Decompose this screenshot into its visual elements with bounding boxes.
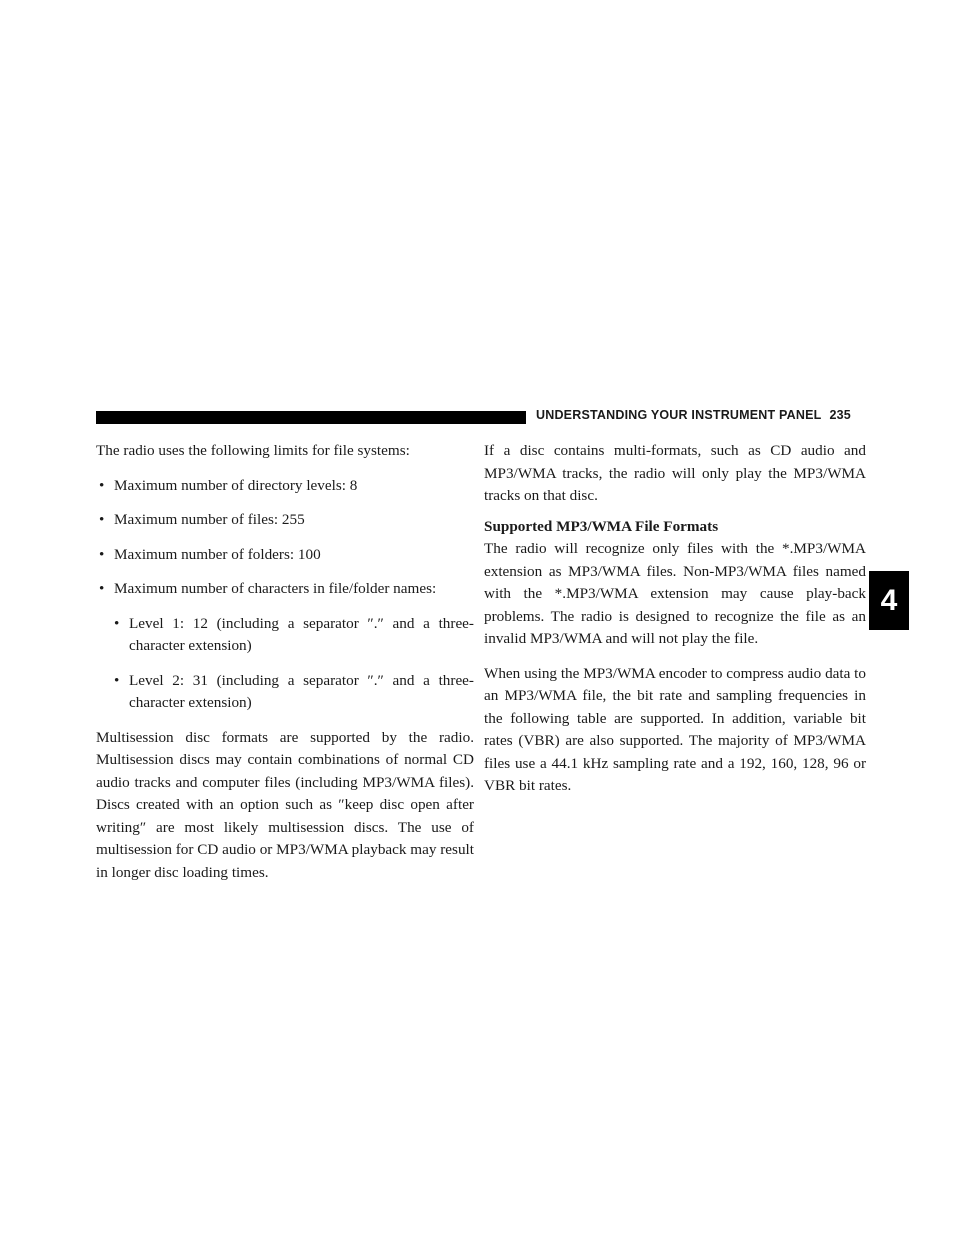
section-subheading: Supported MP3/WMA File Formats [484, 517, 719, 535]
list-item: • Maximum number of directory levels: 8 [96, 475, 474, 498]
chapter-tab: 4 [869, 571, 909, 630]
encoder-paragraph: When using the MP3/WMA encoder to compress audio data to an MP3/WMA file, the bit rate and sampling frequencies in the following table are supported. In addition, variable bit rates (VBR) are also supported. The majority of MP3/WMA files use a 44.1 kHz sampling rate and a 192, 160, 128, 96 or VBR bit rates. [484, 664, 866, 794]
list-item: • Maximum number of characters in file/folder names: [96, 578, 474, 601]
header-rule [96, 411, 526, 424]
filename-levels-list [111, 613, 474, 715]
file-limits-list [96, 475, 474, 601]
section-title: UNDERSTANDING YOUR INSTRUMENT PANEL [536, 408, 822, 422]
list-item: • Level 2: 31 (including a separator ″.″ and a three-character extension) [111, 670, 474, 715]
left-column [96, 440, 474, 896]
multi-format-paragraph: If a disc contains multi-formats, such as CD audio and MP3/WMA tracks, the radio will only play the MP3/WMA tracks on that disc. [484, 442, 866, 504]
list-item: • Level 1: 12 (including a separator ″.″ and a three-character extension) [111, 613, 474, 658]
list-item: • Maximum number of folders: 100 [96, 544, 474, 567]
multisession-paragraph: Multisession disc formats are supported by the radio. Multisession discs may contain combinations of normal CD audio tracks and computer files (including MP3/WMA files). Discs created with an option such as ″keep disc open after writing″ are most likely multisession discs. The use of multisession for CD audio or MP3/WMA playback may result in longer disc loading times. [96, 728, 474, 881]
right-column [484, 440, 866, 810]
file-recognition-paragraph: The radio will recognize only files with the *.MP3/WMA extension as MP3/WMA files. Non-MP3/WMA files named with the *.MP3/WMA extension may cause play-back problems. The radio is designed to recognize the file as an invalid MP3/WMA and will not play the file. [484, 540, 866, 647]
list-item: • Maximum number of files: 255 [96, 509, 474, 532]
file-limits-intro: The radio uses the following limits for file systems: [96, 442, 410, 459]
page-number: 235 [829, 408, 851, 422]
running-header [536, 408, 851, 422]
